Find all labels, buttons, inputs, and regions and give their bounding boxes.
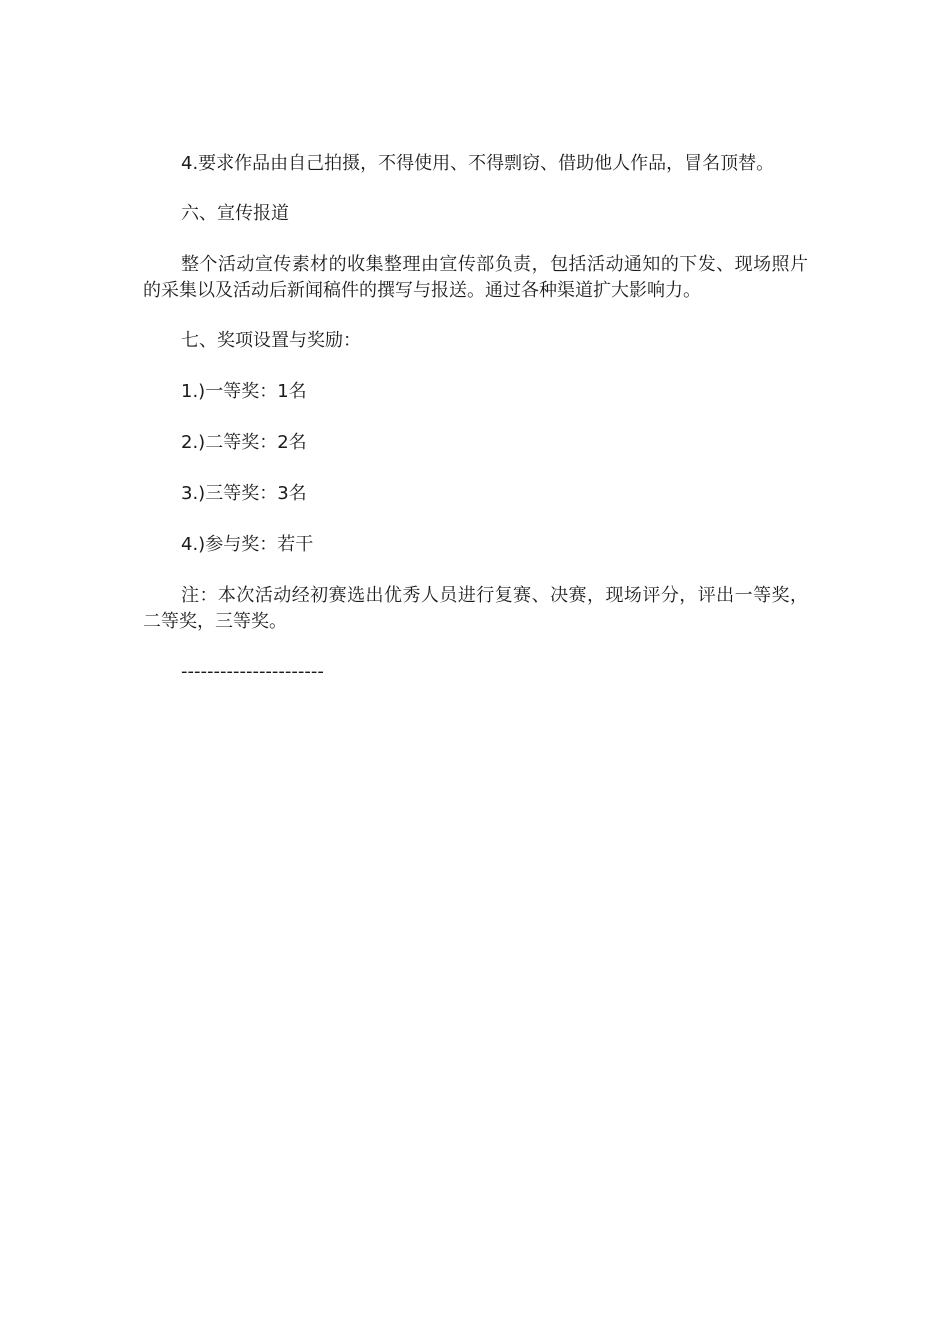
paragraph-note: 注：本次活动经初赛选出优秀人员进行复赛、决赛，现场评分，评出一等奖，二等奖，三等奖。 (143, 585, 808, 632)
paragraph-requirement-4: 4.要求作品由自己拍摄，不得使用、不得剽窃、借助他人作品，冒名顶替。 (181, 153, 775, 174)
award-item-first: 1.)一等奖：1名 (181, 381, 307, 402)
award-item-third: 3.)三等奖：3名 (181, 483, 307, 504)
section-heading-awards: 七、奖项设置与奖励： (181, 330, 361, 351)
award-item-participation: 4.)参与奖：若干 (181, 534, 314, 555)
divider-line: ---------------------- (181, 661, 324, 682)
paragraph-publicity: 整个活动宣传素材的收集整理由宣传部负责，包括活动通知的下发、现场照片的采集以及活动后新闻稿件的撰写与报送。通过各种渠道扩大影响力。 (143, 254, 808, 301)
section-heading-publicity: 六、宣传报道 (181, 203, 289, 224)
award-item-second: 2.)二等奖：2名 (181, 432, 307, 453)
document-body (143, 151, 808, 685)
